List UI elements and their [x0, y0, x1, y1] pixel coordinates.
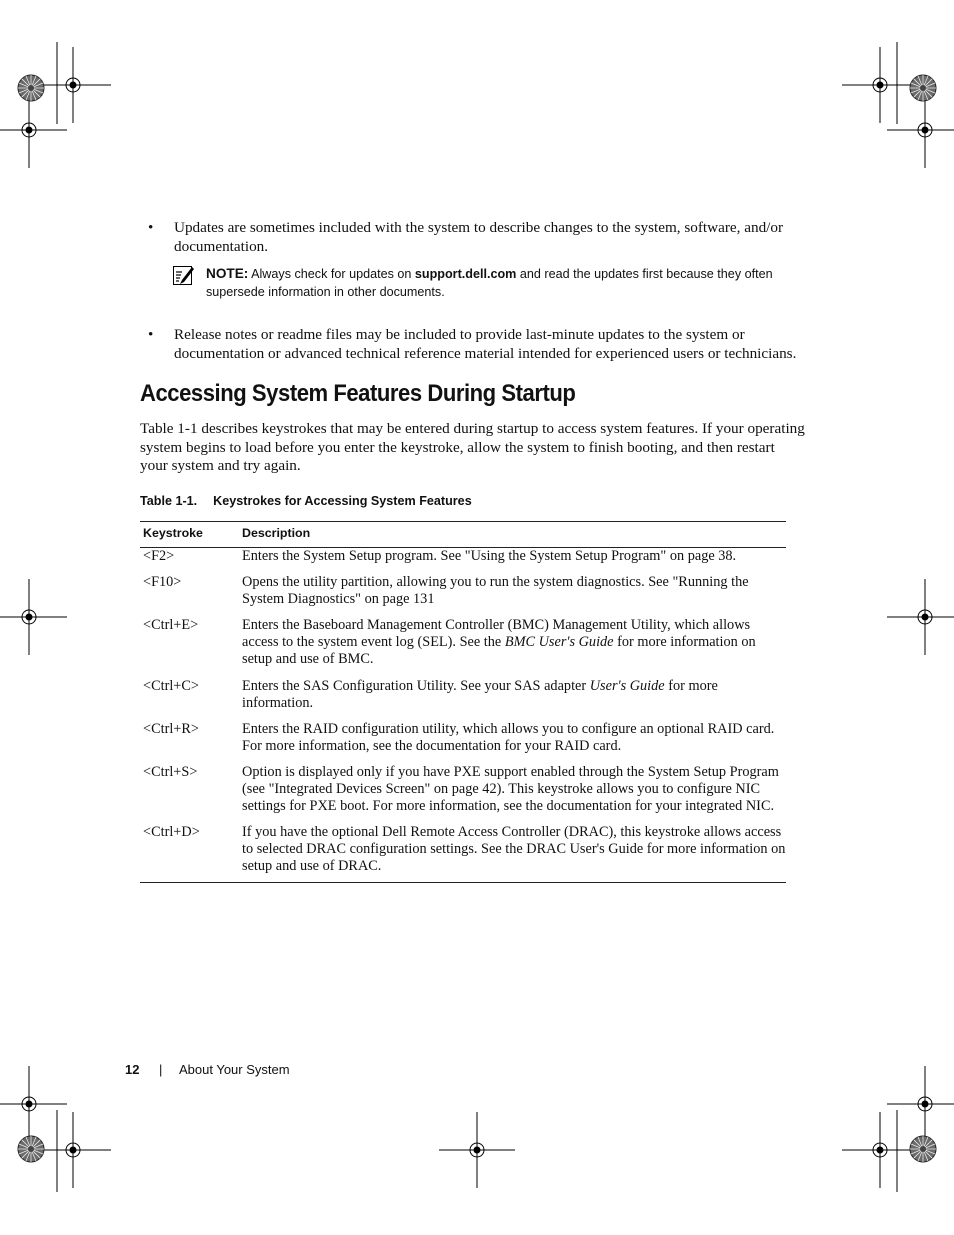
- table-row: [140, 763, 786, 823]
- description-text: Opens the utility partition, allowing you to run the system diagnostics. See "Running the System Diagnostics" on page 131: [242, 574, 749, 608]
- description-cell: [239, 573, 786, 616]
- table-caption: [140, 494, 472, 508]
- description-guide-title: User's Guide: [589, 677, 665, 694]
- keystroke-cell: <F10>: [143, 574, 182, 591]
- registration-mark-icon: [0, 42, 111, 124]
- note-text-before: Always check for updates on: [248, 267, 415, 281]
- footer-separator: |: [159, 1062, 163, 1077]
- note-text-after: and read the updates first because they often supersede information in other documents.: [206, 267, 773, 299]
- table-caption-title: Keystrokes for Accessing System Features: [213, 494, 472, 508]
- bullet-text: Updates are sometimes included with the system to describe changes to the system, software, and/or documentation.: [174, 219, 784, 255]
- registration-mark-icon: [35, 1110, 111, 1192]
- bullet-text: Release notes or readme files may be included to provide last-minute updates to the system or documentation or advanced technical reference material intended for experienced users or technicians.: [174, 326, 797, 362]
- registration-mark-icon: [0, 579, 67, 655]
- description-text: Option is displayed only if you have PXE support enabled through the System Setup Program (see "Integrated Devices Screen" on page 42). This keystroke allows you to configure NIC settings for PXE boot. For more information, see the documentation for your integrated NIC.: [242, 763, 779, 815]
- page-number: 12: [125, 1062, 140, 1077]
- star-target-icon: [910, 75, 936, 101]
- keystroke-cell: <F2>: [143, 548, 175, 564]
- description-text: Enters the RAID configuration utility, which allows you to configure an optional RAID card. For more information, see the documentation for your RAID card.: [242, 720, 775, 754]
- table-row: [140, 573, 786, 616]
- star-target-icon: [18, 1136, 44, 1162]
- description-text: If you have the optional Dell Remote Access Controller (DRAC), this keystroke allows access to selected DRAC configuration settings. See the DRAC User's Guide for more information on setup and use of DRAC.: [242, 824, 786, 875]
- description-cell: [239, 677, 786, 720]
- note-link[interactable]: support.dell.com: [414, 267, 517, 281]
- note-text: [206, 265, 783, 301]
- description-text: Enters the System Setup program. See "Using the System Setup Program" on page 38.: [242, 548, 737, 564]
- star-target-icon: [18, 75, 44, 101]
- keystroke-table: [140, 521, 786, 883]
- table-row: [140, 616, 786, 676]
- note-label: NOTE:: [206, 266, 249, 281]
- description-text: for more information.: [242, 677, 718, 711]
- table-row: [140, 823, 786, 882]
- description-cell: [239, 720, 786, 763]
- description-text: for more information on setup and use of BMC.: [242, 634, 756, 668]
- registration-mark-icon: [842, 42, 918, 124]
- table-row: [140, 720, 786, 763]
- keystroke-cell: <Ctrl+S>: [143, 763, 198, 780]
- note-callout: [173, 265, 783, 301]
- column-header-description: Description: [239, 522, 786, 548]
- bullet-item-updates: [140, 219, 805, 256]
- registration-mark-icon: [887, 579, 954, 655]
- description-text: Enters the Baseboard Management Controller (BMC) Management Utility, which allows access to the system event log (SEL). See the: [242, 617, 751, 651]
- bullet-item-release-notes: [140, 326, 805, 363]
- description-cell: [239, 763, 786, 823]
- description-cell: [239, 823, 786, 882]
- table-header-row: [140, 522, 786, 548]
- table-row: [140, 677, 786, 720]
- star-target-icon: [910, 1136, 936, 1162]
- bullet-dot: •: [148, 219, 154, 236]
- bullet-dot: •: [148, 326, 154, 344]
- keystroke-cell: <Ctrl+R>: [143, 720, 199, 737]
- description-guide-title: BMC User's Guide: [504, 634, 614, 651]
- intro-paragraph: Table 1-1 describes keystrokes that may be entered during startup to access system features. If your operating system begins to load before you enter the keystroke, allow the system to finish booting, and then restart your system and try again.: [140, 420, 805, 475]
- registration-mark-icon: [439, 1112, 515, 1188]
- table-caption-number: Table 1-1.: [140, 494, 198, 508]
- keystroke-cell: <Ctrl+C>: [143, 677, 199, 694]
- description-cell: [239, 616, 786, 676]
- section-heading: Accessing System Features During Startup: [140, 380, 576, 407]
- column-header-keystroke: Keystroke: [140, 522, 239, 548]
- description-text: Enters the SAS Configuration Utility. See your SAS adapter: [242, 677, 590, 694]
- table-row: [140, 548, 786, 574]
- description-cell: [239, 548, 786, 574]
- registration-mark-icon: [842, 1110, 918, 1192]
- keystroke-cell: <Ctrl+D>: [140, 823, 239, 882]
- footer-section-name: About Your System: [179, 1062, 290, 1077]
- table-body: [140, 548, 786, 883]
- pencil-note-icon: [173, 266, 194, 286]
- keystroke-cell: <Ctrl+E>: [143, 617, 199, 634]
